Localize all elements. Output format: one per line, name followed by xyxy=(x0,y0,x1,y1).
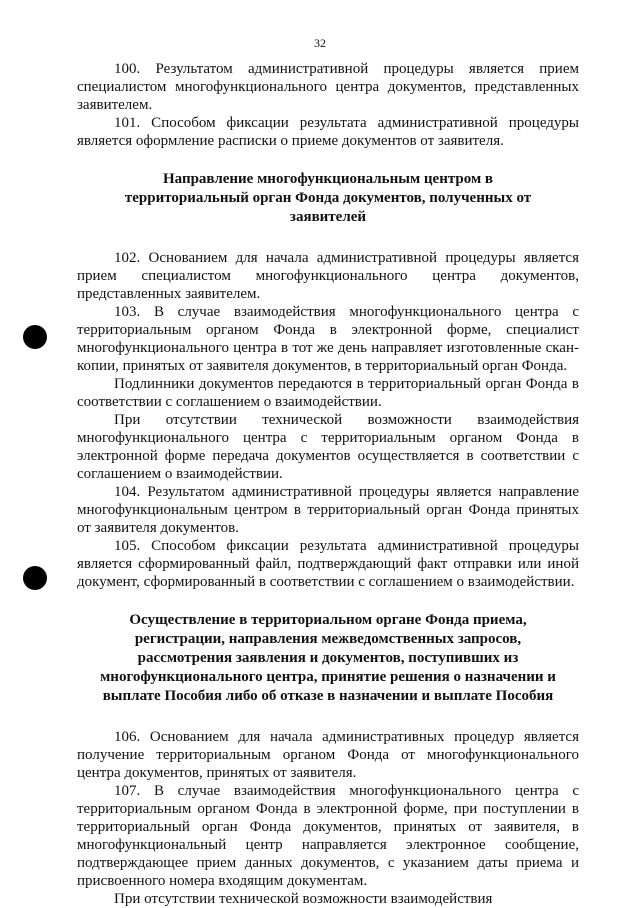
paragraph-103-originals: Подлинники документов передаются в территориальный орган Фонда в соответствии с соглашением о взаимодействии. xyxy=(77,376,579,410)
section-heading-1: Направление многофункциональным центром в территориальный орган Фонда документов, полученных от заявителей xyxy=(124,171,532,225)
paragraph-107-no-technical: При отсутствии технической возможности взаимодействия xyxy=(114,891,493,907)
document-body xyxy=(77,60,579,908)
paragraph-107: 107. В случае взаимодействия многофункционального центра с территориальным органом Фонда в электронной форме, при поступлении в территориальный орган Фонда документов, принятых от заявителя, в многофункциональный центр направляется электронное сообщение, подтверждающее прием данных документов, с указанием даты приема и присвоенного номера входящим документам. xyxy=(77,783,579,889)
punch-hole-bottom xyxy=(23,566,47,590)
paragraph-100: 100. Результатом административной процедуры является прием специалистом многофункционального центра документов, представленных заявителем. xyxy=(77,61,579,113)
paragraph-102: 102. Основанием для начала административной процедуры является прием специалистом многофункционального центра документов, представленных заявителем. xyxy=(77,250,579,302)
paragraph-103: 103. В случае взаимодействия многофункционального центра с территориальным органом Фонда в электронной форме, специалист многофункционального центра в тот же день направляет изготовленные скан-копии, принятых от заявителя документов, в территориальный орган Фонда. xyxy=(77,304,579,374)
page-number: 32 xyxy=(314,36,326,50)
paragraph-105: 105. Способом фиксации результата административной процедуры является сформированный файл, подтверждающий факт отправки или иной документ, сформированный в соответствии с соглашением о взаимодействии. xyxy=(77,538,579,590)
paragraph-101: 101. Способом фиксации результата административной процедуры является оформление расписки о приеме документов от заявителя. xyxy=(77,115,579,149)
paragraph-103-no-technical: При отсутствии технической возможности взаимодействия многофункционального центра с территориальным органом Фонда в электронной форме передача документов осуществляется в соответствии с соглашением о взаимодействии. xyxy=(77,412,579,482)
paragraph-104: 104. Результатом административной процедуры является направление многофункциональным центром в территориальный орган Фонда принятых от заявителя документов. xyxy=(77,484,579,536)
section-heading-2: Осуществление в территориальном органе Фонда приема, регистрации, направления межведомственных запросов, рассмотрения заявления и документов, поступивших из многофункционального центра, принятие решения о назначении и выплате Пособия либо об отказе в назначении и выплате Пособия xyxy=(100,612,556,704)
paragraph-106: 106. Основанием для начала административных процедур является получение территориальным органом Фонда от многофункционального центра документов, принятых от заявителя. xyxy=(77,729,579,781)
punch-hole-top xyxy=(23,325,47,349)
